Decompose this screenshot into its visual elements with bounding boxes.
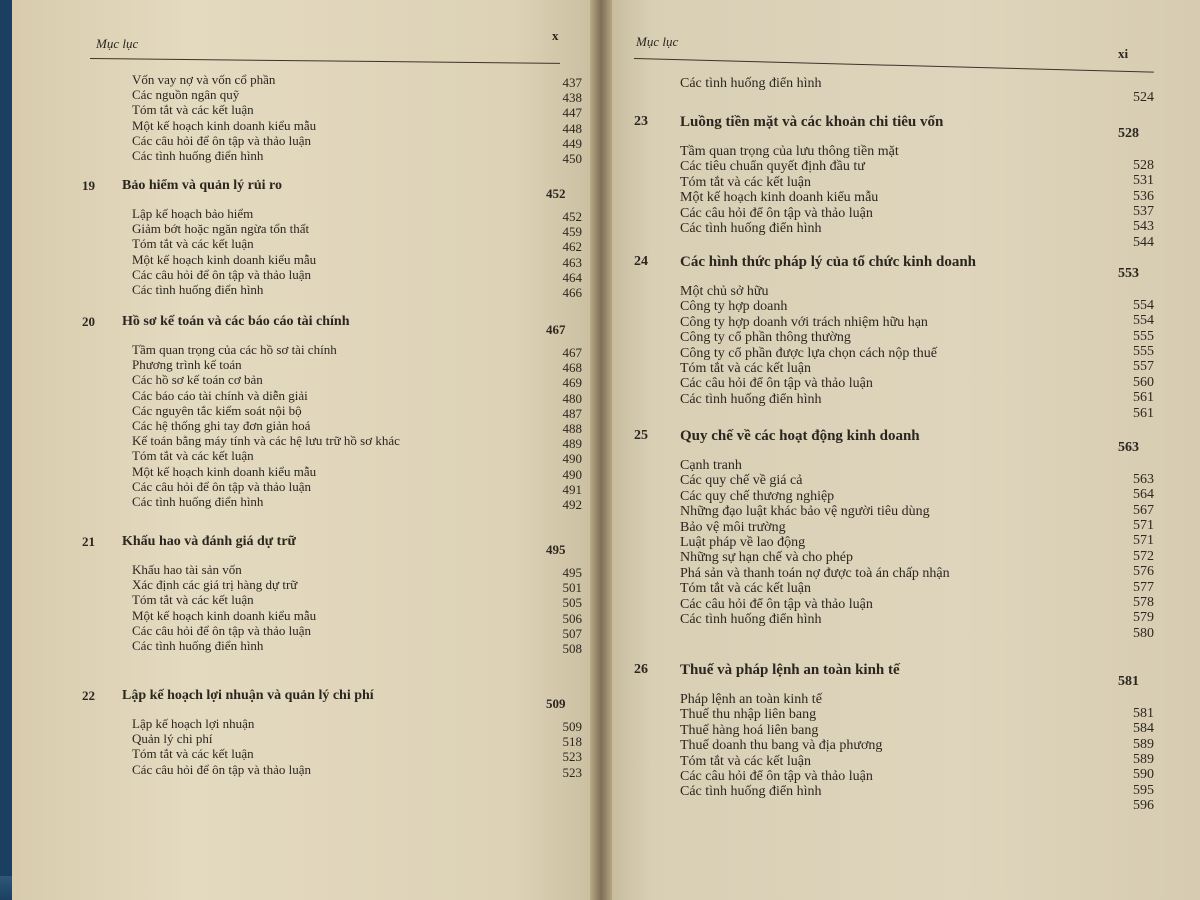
toc-entry: Các câu hỏi để ôn tập và thảo luận [680, 769, 873, 784]
chapter-title: Thuế và pháp lệnh an toàn kinh tế [680, 662, 900, 678]
toc-page-number: 581 [1133, 705, 1154, 721]
toc-entry: Các nguyên tắc kiểm soát nội bộ [132, 402, 302, 418]
toc-entry: Tóm tắt và các kết luận [680, 361, 811, 376]
toc-page-number: 561 [1133, 405, 1154, 421]
toc-page-number: 579 [1133, 610, 1154, 626]
toc-page-number: 468 [562, 360, 582, 376]
toc-entry: Lập kế hoạch bảo hiểm [132, 206, 254, 221]
toc-entry: Các quy chế về giá cả [680, 473, 803, 489]
toc-page-number: 557 [1133, 359, 1154, 375]
toc-page-number: 536 [1133, 188, 1154, 204]
toc-page-number: 469 [562, 375, 582, 391]
toc-entry: Một kế hoạch kinh doanh kiểu mẫu [132, 607, 317, 623]
toc-page-number: 571 [1133, 533, 1154, 549]
toc-page-number: 450 [562, 151, 582, 167]
toc-entry: Phá sản và thanh toán nợ được toà án chấp nhận [680, 565, 950, 581]
toc-page-number: 589 [1133, 752, 1154, 768]
toc-entry: Cạnh tranh [680, 458, 742, 473]
chapter-title: Luồng tiền mặt và các khoản chi tiêu vốn [680, 114, 944, 130]
toc-page-number: 508 [562, 641, 582, 657]
toc-page-number: 564 [1133, 487, 1154, 503]
toc-entry: Tóm tắt và các kết luận [132, 592, 254, 608]
toc-page-number: 524 [1133, 89, 1154, 105]
toc-entry: Thuế hàng hoá liên bang [680, 722, 819, 738]
left-page [12, 0, 602, 900]
toc-page-number: 489 [562, 436, 582, 452]
toc-page-number: 555 [1133, 344, 1154, 360]
toc-entry: Tóm tắt và các kết luận [132, 448, 254, 464]
toc-entry: Quản lý chi phí [132, 731, 213, 747]
toc-entry: Các câu hỏi để ôn tập và thảo luận [132, 266, 312, 282]
chapter-number: 21 [82, 534, 95, 549]
toc-page-number: 490 [562, 451, 582, 467]
toc-entry: Các tình huống điển hình [132, 282, 264, 297]
chapter-title: Hồ sơ kế toán và các báo cáo tài chính [122, 314, 350, 329]
toc-entry: Các tình huống điển hình [680, 76, 822, 91]
toc-page-number: 492 [562, 497, 582, 513]
chapter-page-number: 581 [1118, 674, 1139, 689]
toc-page-number: 596 [1133, 798, 1154, 814]
toc-entry: Các câu hỏi để ôn tập và thảo luận [680, 205, 873, 221]
toc-page-number: 595 [1133, 782, 1154, 798]
toc-page-number: 464 [562, 269, 582, 285]
toc-page-number: 528 [1133, 157, 1154, 173]
toc-entry: Các tình huống điển hình [680, 612, 822, 627]
toc-page-number: 509 [562, 719, 582, 735]
chapter-number: 19 [82, 178, 95, 193]
toc-entry: Tóm tắt và các kết luận [680, 753, 811, 769]
toc-page-number: 452 [562, 209, 582, 225]
toc-page-number: 554 [1133, 313, 1154, 329]
toc-entry: Các câu hỏi để ôn tập và thảo luận [132, 478, 312, 494]
chapter-page-number: 528 [1118, 126, 1139, 141]
toc-entry: Khấu hao tài sản vốn [132, 562, 242, 577]
toc-entry: Các tình huống điển hình [132, 148, 264, 163]
toc-entry: Tóm tắt và các kết luận [680, 174, 811, 190]
running-head: Mục lục [636, 34, 679, 49]
toc-entry: Các tình huống điển hình [680, 784, 822, 800]
toc-entry: Các hồ sơ kế toán cơ bản [132, 372, 263, 388]
chapter-title: Lập kế hoạch lợi nhuận và quản lý chi phí [122, 688, 374, 703]
toc-entry: Các nguồn ngân quỹ [132, 87, 240, 103]
chapter-page-number: 452 [546, 186, 566, 201]
toc-page-number: 490 [562, 466, 582, 482]
toc-page-number: 590 [1133, 767, 1154, 783]
chapter-title: Bảo hiểm và quản lý rủi ro [122, 178, 282, 193]
toc-page-number: 466 [562, 285, 582, 301]
toc-page-number: 462 [562, 239, 582, 255]
toc-page-number: 449 [562, 135, 582, 151]
toc-entry: Vốn vay nợ và vốn cổ phần [132, 72, 276, 87]
toc-entry: Tầm quan trọng của các hồ sơ tài chính [132, 342, 337, 357]
toc-entry: Một kế hoạch kinh doanh kiểu mẫu [132, 251, 317, 267]
chapter-number: 23 [634, 114, 648, 129]
chapter-page-number: 563 [1118, 440, 1139, 455]
toc-page-number: 580 [1133, 625, 1154, 641]
toc-page-number: 567 [1133, 502, 1154, 518]
toc-page-number: 507 [562, 625, 582, 641]
chapter-title: Khấu hao và đánh giá dự trữ [122, 534, 296, 549]
toc-page-number: 563 [1133, 471, 1154, 487]
toc-entry: Các tình huống điển hình [680, 221, 822, 236]
chapter-number: 24 [634, 254, 648, 269]
toc-entry: Tóm tắt và các kết luận [132, 746, 254, 762]
toc-page-number: 523 [562, 749, 582, 765]
chapter-number: 25 [634, 428, 648, 443]
running-head: Mục lục [96, 36, 139, 51]
toc-page-number: 480 [562, 390, 582, 406]
toc-entry: Một kế hoạch kinh doanh kiểu mẫu [680, 190, 879, 206]
toc-page-number: 572 [1133, 548, 1154, 564]
header-rule [90, 58, 560, 64]
toc-page-number: 487 [562, 405, 582, 421]
toc-page-number: 576 [1133, 564, 1154, 580]
toc-page-number: 501 [562, 580, 582, 596]
toc-page-number: 488 [562, 421, 582, 437]
toc-entry: Xác định các giá trị hàng dự trữ [132, 577, 298, 593]
toc-entry: Các hệ thống ghi tay đơn giản hoá [132, 418, 311, 433]
toc-entry: Các tình huống điển hình [132, 494, 264, 509]
toc-entry: Các tình huống điển hình [680, 391, 822, 407]
toc-page-number: 437 [562, 75, 582, 91]
toc-entry: Thuế doanh thu bang và địa phương [680, 738, 883, 754]
toc-entry: Các câu hỏi để ôn tập và thảo luận [132, 761, 312, 777]
toc-entry: Những sự hạn chế và cho phép [680, 550, 854, 566]
toc-entry: Luật pháp về lao động [680, 535, 806, 550]
chapter-number: 22 [82, 688, 95, 703]
toc-page-number: 463 [562, 254, 582, 270]
header-rule [634, 58, 1154, 73]
chapter-page-number: 467 [546, 322, 566, 337]
toc-page-number: 467 [562, 345, 582, 361]
right-page [604, 0, 1200, 900]
toc-entry: Giảm bớt hoặc ngăn ngừa tổn thất [132, 221, 310, 237]
page-number: xi [1118, 46, 1129, 61]
toc-entry: Các câu hỏi để ôn tập và thảo luận [680, 376, 873, 392]
toc-entry: Tóm tắt và các kết luận [132, 102, 254, 118]
toc-page-number: 554 [1133, 297, 1154, 313]
toc-page-number: 438 [562, 90, 582, 106]
toc-entry: Công ty hợp doanh với trách nhiệm hữu hạn [680, 314, 928, 330]
toc-page-number: 495 [562, 565, 582, 581]
toc-entry: Các tiêu chuẩn quyết định đầu tư [680, 159, 865, 175]
chapter-page-number: 495 [546, 542, 566, 557]
toc-page-number: 531 [1133, 173, 1154, 189]
toc-page-number: 543 [1133, 219, 1154, 235]
toc-entry: Tầm quan trọng của lưu thông tiền mặt [680, 144, 899, 159]
toc-entry: Tóm tắt và các kết luận [680, 581, 811, 597]
toc-entry: Pháp lệnh an toàn kinh tế [680, 692, 822, 707]
toc-entry: Một kế hoạch kinh doanh kiểu mẫu [132, 117, 317, 133]
toc-entry: Công ty hợp doanh [680, 299, 788, 315]
toc-entry: Kế toán bằng máy tính và các hệ lưu trữ hồ sơ khác [132, 433, 400, 449]
toc-page-number: 544 [1133, 234, 1154, 250]
toc-entry: Công ty cổ phần được lựa chọn cách nộp thuế [680, 345, 938, 361]
chapter-number: 20 [82, 314, 95, 329]
toc-page-number: 578 [1133, 595, 1154, 611]
toc-page-number: 537 [1133, 204, 1154, 220]
toc-page-number: 560 [1133, 374, 1154, 390]
chapter-page-number: 509 [546, 696, 566, 711]
toc-page-number: 555 [1133, 328, 1154, 344]
toc-page-number: 505 [562, 595, 582, 611]
toc-page-number: 571 [1133, 518, 1154, 534]
toc-page-number: 561 [1133, 390, 1154, 406]
book-gutter [590, 0, 612, 900]
toc-page-number: 448 [562, 120, 582, 136]
toc-page-number: 523 [562, 764, 582, 780]
toc-entry: Thuế thu nhập liên bang [680, 707, 817, 723]
toc-entry: Các câu hỏi để ôn tập và thảo luận [680, 596, 873, 612]
toc-page-number: 584 [1133, 721, 1154, 737]
toc-page-number: 447 [562, 105, 582, 121]
toc-entry: Các tình huống điển hình [132, 638, 264, 653]
toc-entry: Tóm tắt và các kết luận [132, 236, 254, 252]
toc-entry: Phương trình kế toán [132, 357, 242, 373]
toc-entry: Lập kế hoạch lợi nhuận [132, 716, 255, 731]
toc-entry: Các báo cáo tài chính và diễn giải [132, 387, 308, 403]
toc-page-number: 518 [562, 734, 582, 750]
toc-entry: Các câu hỏi để ôn tập và thảo luận [132, 132, 312, 148]
toc-entry: Các câu hỏi để ôn tập và thảo luận [132, 622, 312, 638]
toc-entry: Công ty cổ phần thông thường [680, 330, 851, 346]
toc-page-number: 459 [562, 224, 582, 240]
page-number: x [552, 28, 559, 43]
toc-page-number: 589 [1133, 736, 1154, 752]
toc-entry: Một kế hoạch kinh doanh kiểu mẫu [132, 463, 317, 479]
chapter-number: 26 [634, 662, 648, 677]
toc-entry: Một chủ sở hữu [680, 284, 769, 299]
toc-page-number: 491 [562, 481, 582, 497]
chapter-title: Các hình thức pháp lý của tổ chức kinh doanh [680, 254, 977, 270]
toc-entry: Bảo vệ môi trường [680, 519, 786, 535]
chapter-title: Quy chế về các hoạt động kinh doanh [680, 428, 920, 444]
toc-page-number: 577 [1133, 579, 1154, 595]
chapter-page-number: 553 [1118, 266, 1139, 281]
toc-entry: Những đạo luật khác bảo vệ người tiêu dùng [680, 504, 930, 520]
toc-entry: Các quy chế thương nghiệp [680, 488, 835, 504]
toc-page-number: 506 [562, 610, 582, 626]
